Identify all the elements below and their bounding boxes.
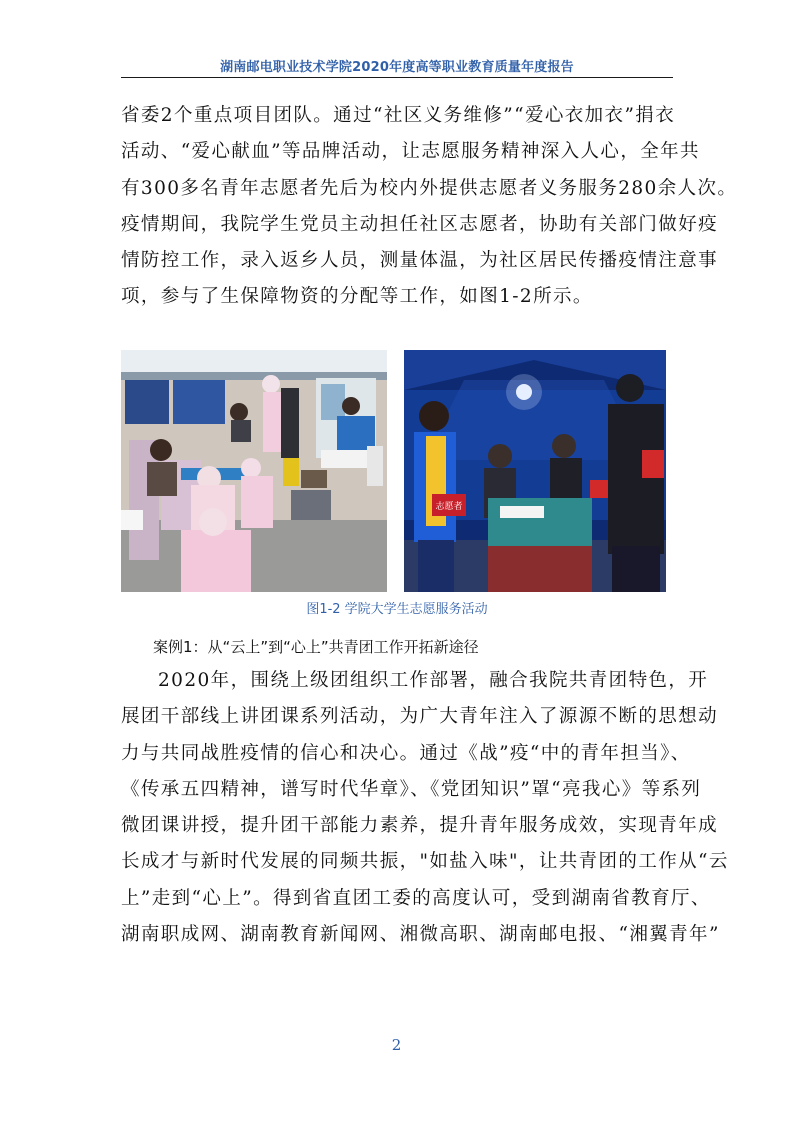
figure-caption: 图1-2 学院大学生志愿服务活动: [306, 602, 488, 617]
paragraph-line: 上”走到“心上”。得到省直团工委的高度认可，受到湖南省教育厅、: [121, 887, 711, 909]
paragraph-line: 有300多名青年志愿者先后为校内外提供志愿者义务服务280余人次。: [121, 177, 738, 199]
paragraph-line: 疫情期间，我院学生党员主动担任社区志愿者，协助有关部门做好疫: [121, 213, 719, 235]
armband-text: 志愿者: [435, 502, 463, 512]
body-paragraph-1: [121, 98, 738, 316]
checkpoint-tent-photo: [404, 350, 666, 592]
report-header: 湖南邮电职业技术学院2020年度高等职业教育质量年度报告: [220, 60, 574, 75]
blood-donation-photo: [121, 350, 387, 592]
page-number: 2: [391, 1036, 402, 1054]
paragraph-line: 省委2个重点项目团队。通过“社区义务维修”“爱心衣加衣”捐衣: [121, 105, 676, 126]
header-divider: [121, 77, 673, 78]
paragraph-line: 情防控工作，录入返乡人员，测量体温，为社区居民传播疫情注意事: [121, 250, 719, 272]
case-title: 案例1：从“云上”到“心上”共青团工作开拓新途径: [153, 638, 479, 656]
paragraph-line: 湖南职成网、湖南教育新闻网、湘微高职、湖南邮电报、“湘翼青年”: [121, 924, 720, 946]
paragraph-line: 活动、“爱心献血”等品牌活动，让志愿服务精神深入人心，全年共: [121, 141, 700, 163]
paragraph-line: 力与共同战胜疫情的信心和决心。通过《战”疫“中的青年担当》、: [121, 742, 691, 764]
paragraph-line: 展团干部线上讲团课系列活动，为广大青年注入了源源不断的思想动: [121, 706, 719, 728]
body-paragraph-2: [121, 663, 729, 953]
paragraph-line: 《传承五四精神，谱写时代华章》、《党团知识”罩“亮我心》等系列: [121, 778, 702, 800]
paragraph-line: 项，参与了生保障物资的分配等工作，如图1-2所示。: [121, 286, 593, 308]
paragraph-line: 长成才与新时代发展的同频共振，"如盐入味"，让共青团的工作从“云: [121, 851, 729, 873]
paragraph-line: 2020年，围绕上级团组织工作部署，融合我院共青团特色，开: [158, 670, 709, 691]
paragraph-line: 微团课讲授，提升团干部能力素养，提升青年服务成效，实现青年成: [121, 815, 719, 837]
